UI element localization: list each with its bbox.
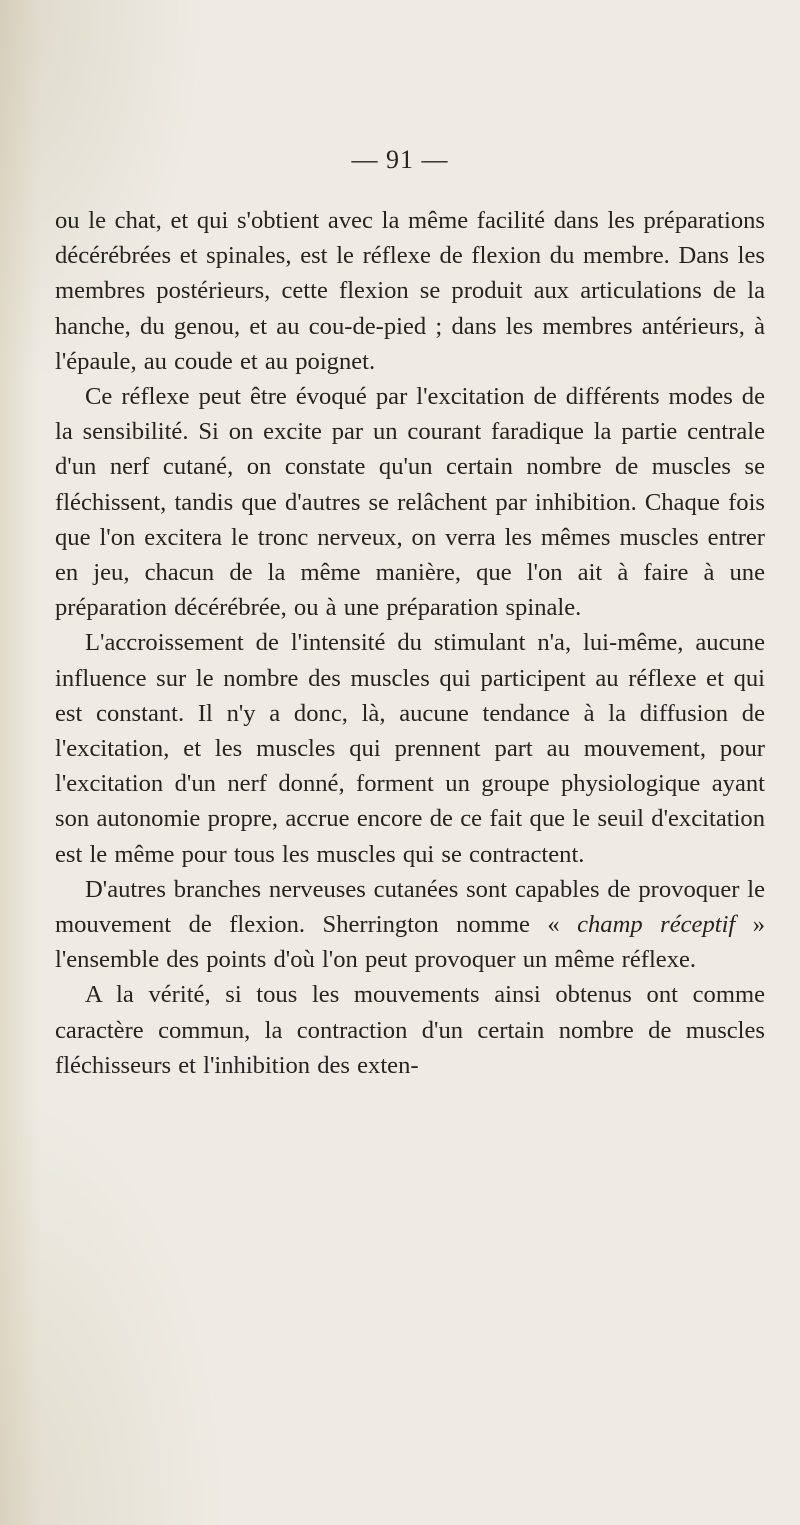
page-number: — 91 — [351, 145, 449, 174]
paragraph-3: L'accroissement de l'intensité du stimulant n'a, lui-même, aucune influence sur le nombre des muscles qui participent au réflexe et qui est constant. Il n'y a donc, là, aucune tendance à la diffusion de l'excitation, et les muscles qui prennent part au mouvement, pour l'excitation d'un nerf donné, forment un groupe physiologique ayant son autonomie propre, accrue encore de ce fait que le seuil d'excitation est le même pour tous les muscles qui se contractent. [55, 629, 765, 868]
paragraph-4-end: » l'ensemble des points d'où l'on peut provoquer un même réflexe. [55, 911, 765, 974]
body-text [55, 203, 765, 1083]
paragraph-5: A la vérité, si tous les mouvements ainsi obtenus ont comme caractère commun, la contraction d'un certain nombre de muscles fléchisseurs et l'inhibition des exten- [55, 981, 765, 1079]
term-champ-receptif: champ réceptif [577, 911, 736, 939]
paragraph-2: Ce réflexe peut être évoqué par l'excitation de différents modes de la sensibilité. Si on excite par un courant faradique la partie centrale d'un nerf cutané, on constate qu'un certain nombre de muscles se fléchissent, tandis que d'autres se relâchent par inhibition. Chaque fois que l'on excitera le tronc nerveux, on verra les mêmes muscles entrer en jeu, chacun de la même manière, que l'on ait à faire à une préparation décérébrée, ou à une préparation spinale. [55, 383, 765, 622]
paragraph-4 [55, 872, 765, 978]
paragraph-4-start: D'autres branches nerveuses cutanées sont capables de provoquer le mouvement de flexion. Sherrington nomme « [55, 875, 765, 939]
paragraph-1: ou le chat, et qui s'obtient avec la même facilité dans les préparations décérébrées et spinales, est le réflexe de flexion du membre. Dans les membres postérieurs, cette flexion se produit aux articulations de la hanche, du genou, et au cou-de-pied ; dans les membres antérieurs, à l'épaule, au coude et au poignet. [55, 207, 765, 375]
